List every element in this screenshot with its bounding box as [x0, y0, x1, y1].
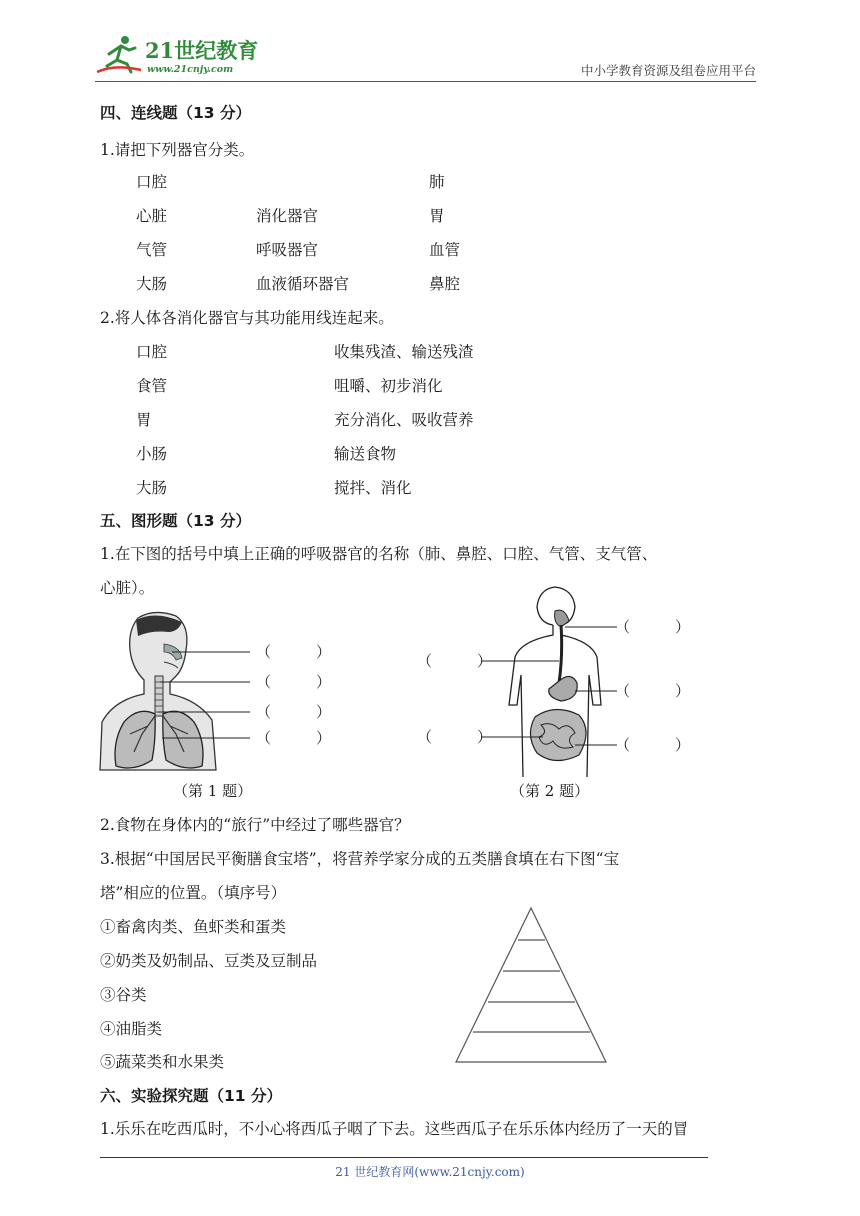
organ-left-4: 大肠: [136, 275, 168, 293]
runner-icon: [97, 36, 141, 72]
footer-text: 21 世纪教育网(www.21cnjy.com): [335, 1165, 525, 1179]
header-divider: [95, 81, 756, 82]
digest-organ-1: 口腔: [136, 343, 168, 361]
organ-right-3: 血管: [429, 241, 461, 259]
q6-1-text: 1.乐乐在吃西瓜时，不小心将西瓜子咽了下去。这些西瓜子在乐乐体内经历了一天的冒: [100, 1120, 689, 1138]
category-1: 消化器官: [256, 207, 319, 225]
svg-text:（ ）: （ ）: [256, 729, 332, 747]
svg-text:（ ）: （ ）: [256, 643, 332, 661]
function-4: 输送食物: [334, 445, 397, 463]
food-item-1: ①畜禽肉类、鱼虾类和蛋类: [100, 918, 287, 936]
function-1: 收集残渣、输送残渣: [334, 343, 474, 361]
digest-organ-3: 胃: [136, 411, 152, 429]
organ-left-1: 口腔: [136, 173, 168, 191]
category-2: 呼吸器官: [256, 241, 319, 259]
category-3: 血液循环器官: [256, 275, 350, 293]
digest-organ-5: 大肠: [136, 479, 168, 497]
logo: [95, 34, 265, 78]
svg-text:（ ）: （ ）: [256, 703, 332, 721]
q4-2-prompt: 2.将人体各消化器官与其功能用线连起来。: [100, 309, 394, 327]
section-4-title: 四、连线题（13 分）: [100, 104, 251, 122]
q4-1-prompt: 1.请把下列器官分类。: [100, 141, 255, 159]
section-5-title: 五、图形题（13 分）: [100, 512, 251, 530]
figure-1-caption: （第 1 题）: [173, 782, 253, 800]
food-item-4: ④油脂类: [100, 1020, 163, 1038]
q5-3-line1: 3.根据“中国居民平衡膳食宝塔”，将营养学家分成的五类膳食填在右下图“宝: [100, 850, 620, 868]
section-6-title: 六、实验探究题（11 分）: [100, 1087, 282, 1105]
organ-right-4: 鼻腔: [429, 275, 461, 293]
food-item-2: ②奶类及奶制品、豆类及豆制品: [100, 952, 318, 970]
food-pyramid: [450, 904, 612, 1066]
svg-text:（ ）: （ ）: [417, 728, 493, 746]
svg-text:（ ）: （ ）: [615, 736, 691, 754]
q5-1-line1: 1.在下图的括号中填上正确的呼吸器官的名称（肺、鼻腔、口腔、气管、支气管、: [100, 545, 658, 563]
organ-left-3: 气管: [136, 241, 168, 259]
answer-brackets: [256, 643, 331, 747]
digest-organ-4: 小肠: [136, 445, 168, 463]
organ-right-2: 胃: [429, 207, 445, 225]
svg-text:（ ）: （ ）: [417, 652, 493, 670]
respiratory-figure: [98, 610, 348, 775]
digestive-organs: [530, 610, 586, 760]
logo-text: 21世纪教育: [145, 38, 259, 63]
food-item-3: ③谷类: [100, 986, 147, 1004]
organ-left-2: 心脏: [136, 207, 168, 225]
q5-3-line2: 塔”相应的位置。（填序号）: [100, 884, 287, 902]
figure-2-caption: （第 2 题）: [510, 782, 590, 800]
function-2: 咀嚼、初步消化: [334, 377, 443, 395]
q5-1-line2: 心脏）。: [100, 579, 155, 597]
logo-url: www.21cnjy.com: [147, 64, 234, 75]
function-3: 充分消化、吸收营养: [334, 411, 474, 429]
digest-organ-2: 食管: [136, 377, 168, 395]
footer-divider: [100, 1157, 708, 1158]
food-item-5: ⑤蔬菜类和水果类: [100, 1053, 225, 1071]
svg-text:（ ）: （ ）: [615, 618, 691, 636]
svg-text:（ ）: （ ）: [615, 682, 691, 700]
q5-2: 2.食物在身体内的“旅行”中经过了哪些器官？: [100, 816, 410, 834]
svg-text:（ ）: （ ）: [256, 673, 332, 691]
digestive-figure: [415, 585, 705, 780]
function-5: 搅拌、消化: [334, 479, 412, 497]
organ-right-1: 肺: [429, 173, 445, 191]
platform-text: 中小学教育资源及组卷应用平台: [580, 63, 756, 78]
